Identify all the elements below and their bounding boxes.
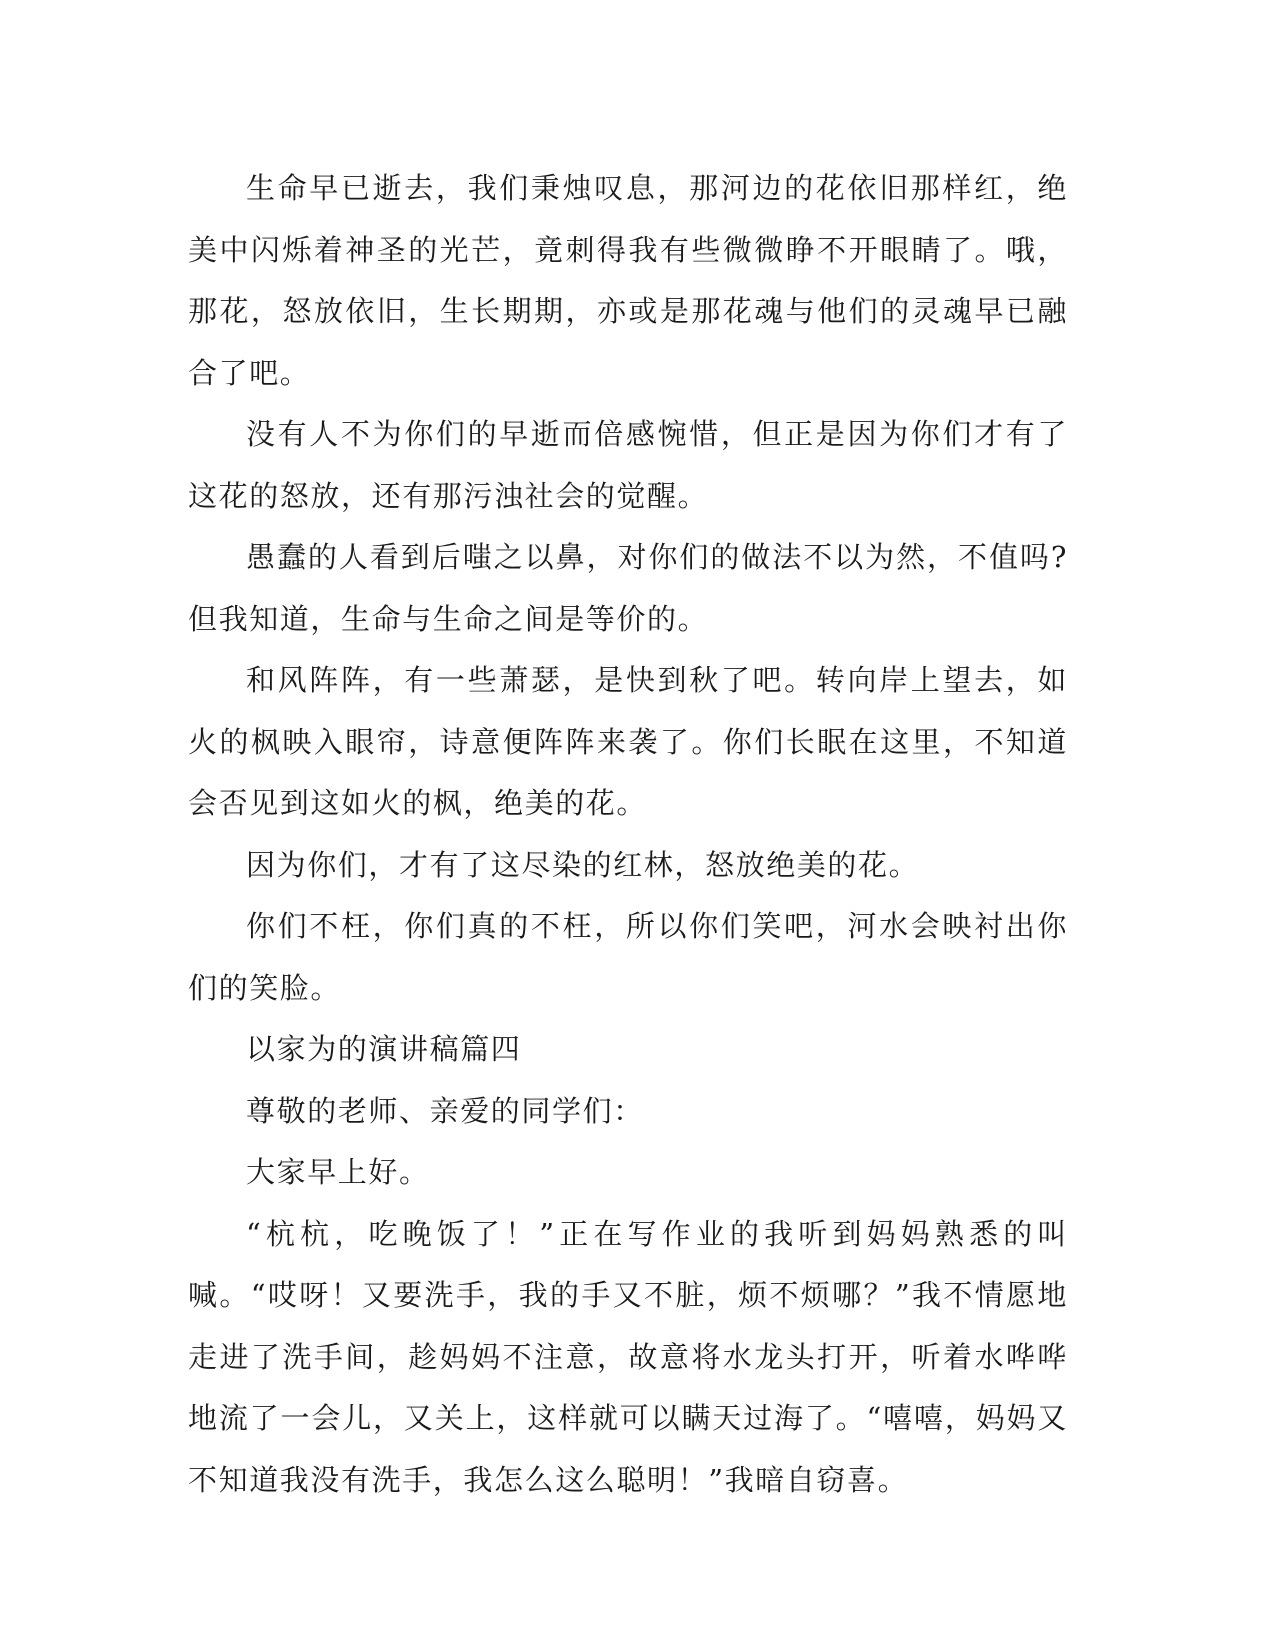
paragraph-story: “杭杭，吃晚饭了！”正在写作业的我听到妈妈熟悉的叫喊。“哎呀！又要洗手，我的手又不脏，烦不烦哪？”我不情愿地走进了洗手间，趁妈妈不注意，故意将水龙头打开，听着水哗哗地流了一会儿，又关上，这样就可以瞒天过海了。“嘻嘻，妈妈又不知道我没有洗手，我怎么这么聪明！”我暗自窃喜。 [188,1216,1068,1497]
body-text [188,158,1068,1511]
greeting: 大家早上好。 [246,1155,430,1189]
paragraph-smile: 你们不枉，你们真的不枉，所以你们笑吧，河水会映衬出你们的笑脸。 [188,909,1068,1005]
salutation: 尊敬的老师、亲爱的同学们： [246,1093,644,1128]
paragraph-early-death: 没有人不为你们的早逝而倍感惋惜，但正是因为你们才有了这花的怒放，还有那污浊社会的觉醒。 [188,417,1068,513]
paragraph-red-forest: 因为你们，才有了这尽染的红林，怒放绝美的花。 [246,847,920,882]
section-heading: 以家为的演讲稿篇四 [246,1032,522,1066]
paragraph-life-passed: 生命早已逝去，我们秉烛叹息，那河边的花依旧那样红，绝美中闪烁着神圣的光芒，竟刺得我有些微微睁不开眼睛了。哦，那花，怒放依旧，生长期期，亦或是那花魂与他们的灵魂早已融合了吧。 [188,171,1068,390]
paragraph-foolish-people: 愚蠢的人看到后嗤之以鼻，对你们的做法不以为然，不值吗?但我知道，生命与生命之间是等价的。 [188,540,1068,636]
paragraph-autumn-wind: 和风阵阵，有一些萧瑟，是快到秋了吧。转向岸上望去，如火的枫映入眼帘，诗意便阵阵来袭了。你们长眠在这里，不知道会否见到这如火的枫，绝美的花。 [188,663,1068,820]
